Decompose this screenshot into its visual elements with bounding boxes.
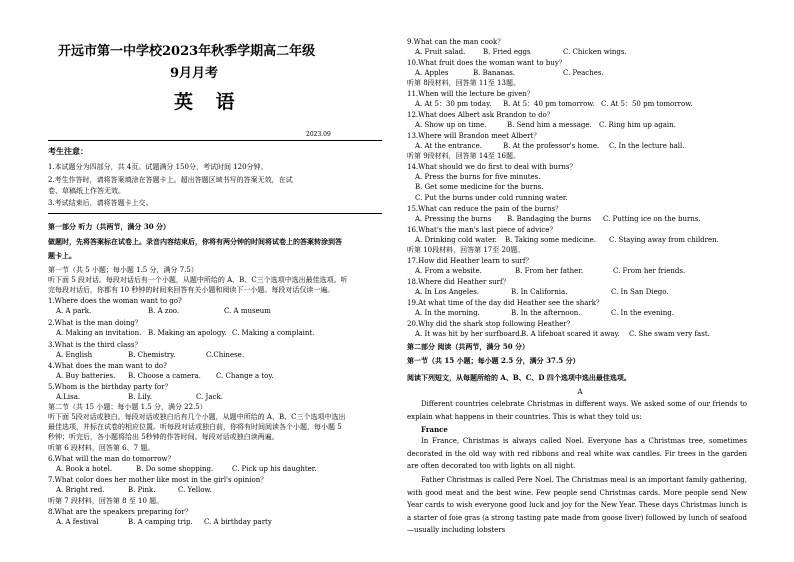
passage-paragraph: Father Christmas is called Pere Noel. The Christmas meal is an important family gathering, with good meat and the best wine. Few people send Christmas cards. More people send New Year cards to wish everyone good luck and joy for the New Year. These days Christmas lunch is a starter of foie gras (a strong tasting pate made from goose liver) followed by lunch of seafood—usually including lobsters [407,476,747,534]
question-text: 6.What will the man do tomorrow？ [48,455,175,463]
question-text: 7.What color does her mother like most in the girl's opinion？ [48,476,268,484]
option-c[interactable]: C. She swam very fast. [629,330,710,338]
question-text: 15.What can reduce the pain of the burns？ [407,205,563,213]
option-a[interactable]: A. At the entrance. [415,142,482,150]
part1-instruction: 题卡上。 [48,251,76,260]
divider [48,140,382,141]
option-c[interactable]: C. Peaches. [563,69,604,77]
option-b[interactable]: B. At 5：40 pm tomorrow. [503,100,595,108]
question-text: 20.Why did the shark stop following Heather？ [407,320,574,328]
option-b[interactable]: B. A camping trip. [128,518,193,526]
option-a[interactable]: A. Bright red. [56,486,105,494]
option-a[interactable]: A. Making an invitation. [56,329,142,337]
question-text: 2.What is the man doing？ [48,319,142,327]
option-a[interactable]: A. Press the burns for five minutes. [415,173,541,181]
question-text: 17.How did Heather learn to surf？ [407,257,533,265]
reading-instruction: 阅读下列短文，从每题所给的 A、B、C、D 四个选项中选出最佳选项。 [407,373,631,382]
option-a[interactable]: A. Book a hotel. [56,465,113,473]
section-heading: 第一节（共 15 小题；每小题 2.5 分，满分 37.5 分） [407,356,580,365]
option-a[interactable]: A. It was hit by her surfboard. [415,330,522,338]
material-intro: 听第 6 段材料，回答第 6、7 题。 [48,444,155,452]
passage-subheading: France [421,425,448,434]
passage-paragraph: Different countries celebrate Christmas in different ways. We asked some of our friends to explain what happens in their countries. This is what they told us: [407,400,747,421]
option-a[interactable]: A. English [56,351,93,359]
section-desc: 完每段对话后，你都有 10 秒钟的时间来回答有关小题和阅读下一小题。每段对话仅读一遍。 [48,286,335,294]
option-b[interactable]: B. Fried eggs [483,48,531,56]
question-text: 8.What are the speakers preparing for？ [48,508,192,516]
option-c[interactable]: C. Chicken wings. [563,48,627,56]
option-c[interactable]: C. From her friends. [613,267,686,275]
section-desc: 听下面 5 段对话。每段对话后有一个小题，从题中所给的 A、B、C三个选项中选出最佳选项。听 [48,276,348,284]
section-desc: 秒钟；听完后，各小题将给出 5秒钟的作答时间。每段对话或独白读两遍。 [48,433,279,441]
section-heading: 第二节（共 15 小题；每小题 1.5 分，满分 22.5） [48,403,207,411]
option-c[interactable]: C. In the evening. [611,309,674,317]
option-b[interactable]: B. Chemistry. [128,351,176,359]
option-c[interactable]: C. At 5：50 pm tomorrow. [601,100,693,108]
option-b[interactable]: B. Choose a camera. [128,372,201,380]
question-text: 4.What does the man want to do? [48,362,167,370]
option-b[interactable]: B. A zoo. [148,307,180,315]
part2-heading: 第二部分 阅读（共两节，满分 50 分） [407,342,530,351]
option-c[interactable]: C. Put the burns under cold running water. [415,194,568,202]
question-text: 18.Where did Heather surf？ [407,278,510,286]
option-c[interactable]: C. Jack. [196,393,223,401]
option-a[interactable]: A. Fruit salad. [415,48,466,56]
part1-instruction: 做题时，先将答案标在试卷上。录音内容结束后，你将有两分钟的时间将试卷上的答案转涂到答 [48,237,342,246]
material-intro: 听第 8段材料，回答第 11至 13题。 [407,79,520,87]
section-desc: 最佳选项，并标在试卷的相应位置。听每段对话或独白前，你将有时间阅读各个小题，每小题 5 [48,423,342,431]
option-a[interactable]: A. At 5：30 pm today. [415,100,492,108]
notice-item: 3.考试结束后，请将答题卡上交。 [48,199,153,207]
option-a[interactable]: A. Drinking cold water. [415,236,497,244]
option-b[interactable]: B. Pink. [128,486,156,494]
option-a[interactable]: A. Buy batteries. [56,372,116,380]
material-intro: 听第 9段材料，回答第 14至 16题。 [407,152,520,160]
option-b[interactable]: B. Bananas. [473,69,516,77]
option-c[interactable]: C. Making a complaint. [232,329,315,337]
subject-title: 英 语 [174,91,243,113]
option-c[interactable]: C. In the lecture hall. [609,142,685,150]
exam-title: 开远市第一中学校2023年秋季学期高二年级 [58,44,316,59]
question-text: 16.What's the man's last piece of advice？ [407,226,557,234]
divider [48,213,382,214]
option-a[interactable]: A. In the morning. [415,309,480,317]
option-b[interactable]: B. Do some shopping. [136,465,214,473]
notice-heading: 考生注意： [48,146,88,156]
notice-item: 1.本试题分为四部分，共 4页。试题满分 150分，考试时间 120分钟。 [48,163,268,171]
option-a[interactable]: A. In Los Angeles. [415,288,480,296]
section-heading: 第一节（共 5 小题；每小题 1.5 分，满分 7.5） [48,266,198,274]
question-text: 5.Whom is the birthday party for？ [48,383,172,391]
question-text: 13.Where will Brandon meet Albert？ [407,132,541,140]
question-text: 12.What does Albert ask Brandon to do？ [407,111,554,119]
option-b[interactable]: B. At the professor's home. [503,142,600,150]
notice-item: 卷、草稿纸上作答无效。 [48,187,125,195]
option-a[interactable]: A. A festival [56,518,99,526]
option-b[interactable]: B. Send him a message. [507,121,592,129]
option-b[interactable]: B. From her father. [515,267,584,275]
option-b[interactable]: B. Bandaging the burns [507,215,592,223]
option-a[interactable]: A. Show up on time. [415,121,487,129]
option-c[interactable]: C. Ring him up again. [599,121,676,129]
option-c[interactable]: C. In San Diego. [611,288,669,296]
option-b[interactable]: B. In California. [511,288,568,296]
option-b[interactable]: B. In the afternoon. [511,309,581,317]
option-c[interactable]: C. A birthday party [204,518,272,526]
option-a[interactable]: A. From a website. [415,267,482,275]
option-b[interactable]: B. Lily. [128,393,152,401]
option-b[interactable]: B. Taking some medicine. [505,236,596,244]
option-a[interactable]: A.Lisa. [56,393,81,401]
passage-label: A [577,388,583,396]
part1-heading: 第一部分 听力（共两节，满分 30 分） [48,222,171,231]
option-c[interactable]: C. Yellow. [178,486,212,494]
question-text: 1.Where does the woman want to go? [48,297,182,305]
question-text: 9.What can the man cook？ [407,38,505,46]
option-a[interactable]: A. Apples [415,69,449,77]
option-b[interactable]: B. Get some medicine for the burns. [415,183,544,191]
option-c[interactable]: C. A museum [224,307,271,315]
option-c[interactable]: C. Putting ice on the burns. [603,215,701,223]
option-a[interactable]: A. A park. [56,307,92,315]
question-text: 19.At what time of the day did Heather see the shark？ [407,299,603,307]
material-intro: 听第 7 段材料，回答第 8 至 10 题。 [48,497,164,505]
option-c[interactable]: C. Pick up his daughter. [232,465,317,473]
option-c[interactable]: C.Chinese. [206,351,245,359]
passage-paragraph: In France, Christmas is always called Noel. Everyone has a Christmas tree, sometimes decorated in the old way with red ribbons and real white wax candles. Fir trees in the garden are often decorated too with lights on all night. [407,437,747,470]
option-c[interactable]: C. Staying away from children. [609,236,719,244]
option-c[interactable]: C. Change a toy. [216,372,274,380]
exam-subtitle: 9月月考 [170,66,219,81]
section-desc: 听下面 5段对话或独白。每段对话或独白后有几个小题，从题中所给的 A、B、C三个选项中选出 [48,413,346,421]
option-b[interactable]: B. Making an apology. [148,329,227,337]
question-text: 11.When will the lecture be given？ [407,90,534,98]
question-text: 14.What should we do first to deal with burns？ [407,163,577,171]
option-b[interactable]: B. A lifeboat scared it away. [521,330,620,338]
question-text: 3.What is the third class？ [48,341,142,349]
material-intro: 听第 10段材料，回答第 17至 20题。 [407,246,525,254]
notice-item: 2.考生作答时，请将答案填涂在答题卡上。超出答题区域书写的答案无效，在试 [48,176,293,184]
option-a[interactable]: A. Pressing the burns [415,215,492,223]
exam-date: 2023.09 [306,131,331,138]
question-text: 10.What fruit does the woman want to buy？ [407,59,566,67]
